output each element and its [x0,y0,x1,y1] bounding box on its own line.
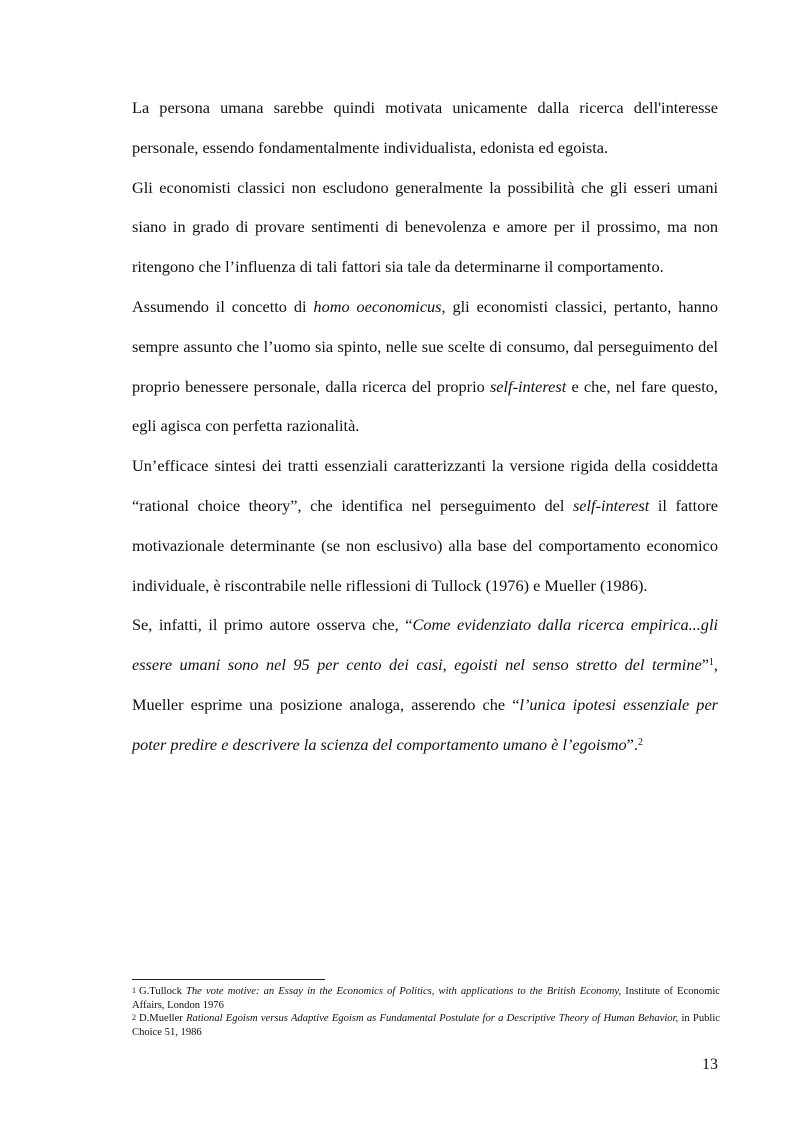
footnote-reference: 1 [708,657,714,669]
footnote-number: 1 [132,986,136,995]
page-number: 13 [702,1056,718,1073]
paragraph-4 [132,446,718,605]
footnote-separator [132,979,325,980]
text-run: G.Tullock [139,986,186,997]
text-run: , gli economisti classici, pertanto, hanno sempre assunto che l’uomo sia spinto, nelle sue scelte di consumo, dal perseguimento del proprio benessere personale, dalla ricerca del proprio [132,296,719,396]
italic-text: Come evidenziato dalla ricerca empirica...gli essere umani sono nel 95 per cento dei casi, egoisti nel senso stretto del termine [132,615,718,675]
text-run: Assumendo il concetto di [132,296,314,316]
paragraph-3 [132,287,718,446]
footnotes [132,985,720,1039]
text-run: ”. [626,734,638,754]
paragraph-5 [132,605,718,764]
footnote-1 [132,985,720,1012]
text-run: in Public Choice 51, 1986 [132,1013,720,1038]
text-run: il fattore motivazionale determinante (se non esclusivo) alla base del comportamento economico individuale, è riscontrabile nelle riflessioni di Tullock (1976) e Mueller (1986). [132,495,718,595]
italic-text: Rational Egoism versus Adaptive Egoism as Fundamental Postulate for a Descriptive Theory of Human Behavior, [186,1013,679,1024]
italic-text: self-interest [572,495,650,515]
paragraph-2 [132,168,718,287]
text-run: D.Mueller [139,1013,187,1024]
text-run: ” [701,655,709,675]
footnote-2 [132,1012,720,1039]
text-run: Se, infatti, il primo autore osserva che, “ [132,615,413,635]
footnote-number: 2 [132,1013,136,1022]
italic-text: The vote motive: an Essay in the Economics of Politics, with applications to the British Economy, [185,986,622,997]
text-run: e che, nel fare questo, egli agisca con perfetta razionalità. [132,376,719,436]
italic-text: l’unica ipotesi essenziale per poter predire e descrivere la scienza del comportamento umano è l’egoismo [132,694,719,754]
text-run: Institute of Economic Affairs, London 1976 [132,986,720,1011]
italic-text: self-interest [489,376,567,396]
paragraph-1 [132,88,718,168]
text-run: Gli economisti classici non escludono generalmente la possibilità che gli esseri umani siano in grado di provare sentimenti di benevolenza e amore per il prossimo, ma non ritengono che l’influenza di tali fattori sia tale da determinarne il comportamento. [132,177,718,277]
footnote-reference: 2 [637,736,643,748]
text-run: , Mueller esprime una posizione analoga, asserendo che “ [132,655,718,714]
body-text [132,88,718,765]
text-run: Un’efficace sintesi dei tratti essenziali caratterizzanti la versione rigida della cosiddetta “rational choice theory”, che identifica nel perseguimento del [132,456,718,515]
italic-text: homo oeconomicus [313,296,442,316]
text-run: La persona umana sarebbe quindi motivata unicamente dalla ricerca dell'interesse personale, essendo fondamentalmente individualista, edonista ed egoista. [132,98,718,157]
